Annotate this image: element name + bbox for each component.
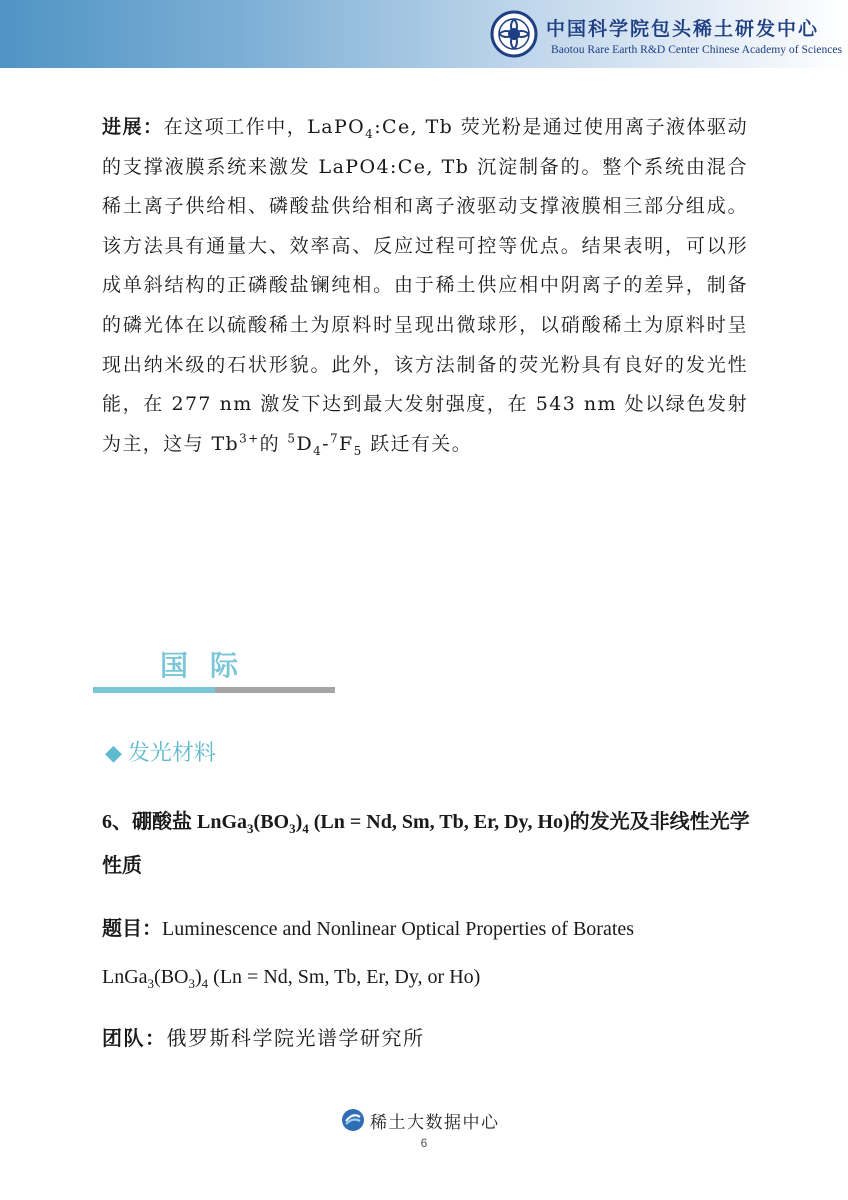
topic-text: (Ln = Nd, Sm, Tb, Er, Dy, or Ho) [208,966,481,988]
article-title-text: (Ln = Nd, Sm, Tb, Er, Dy, Ho)的发光及非线性光学性质 [102,811,750,877]
team-line [102,1022,425,1051]
topic-label: 题目： [102,916,162,940]
subscript: 3 [147,976,155,991]
team-label: 团队： [102,1026,167,1050]
topic-text: ) [195,966,202,988]
progress-text: 的 [259,432,288,455]
topic-text: Luminescence and Nonlinear Optical Properties of Borates [162,918,635,940]
progress-label: 进展： [102,116,164,138]
header-org-en: Baotou Rare Earth R&D Center Chinese Academy of Sciences [551,43,843,56]
subsection-heading [105,736,216,767]
subscript: 3 [188,976,195,991]
subscript: 3 [247,821,254,836]
subscript: 4 [302,821,309,836]
big-data-logo-icon [341,1108,365,1132]
progress-text: 跃迁有关。 [362,432,473,455]
topic-text: LnGa [102,966,148,988]
article-title [102,800,752,888]
article-title-text: 6、硼酸盐 LnGa [102,811,248,833]
progress-text: F [339,432,354,455]
topic-line [102,912,634,941]
superscript: 5 [287,431,297,446]
diamond-icon: ◆ [105,741,122,766]
article-title-text: (BO [253,811,290,833]
topic-text: (BO [154,966,189,988]
page-number: 6 [420,1136,428,1150]
progress-text: :Ce, Tb 荧光粉是通过使用离子液体驱动的支撑液膜系统来激发 LaPO4:Ce, Tb 沉淀制备的。整个系统由混合稀土离子供给相、磷酸盐供给相和离子液驱动支撑液膜相三部分组成。该方法具有通量大、效率高、反应过程可控等优点。结果表明，可以形成单斜结构的正磷酸盐镧纯相。由于稀土供应相中阴离子的差异，制备的磷光体在以硫酸稀土为原料时呈现出微球形，以硝酸稀土为原料时呈现出纳米级的石状形貌。此外，该方法制备的荧光粉具有良好的发光性能，在 277 nm 激发下达到最大发射强度，在 543 nm 处以绿色发射为主，这与 Tb [102,116,748,455]
progress-text: D [296,432,314,455]
superscript: 7 [329,431,340,446]
subscript: 5 [353,443,363,458]
section-underline-grey [215,687,335,693]
subscript: 4 [313,443,323,458]
subscript: 4 [365,126,375,141]
article-title-text: ) [295,811,303,833]
section-title: 国际 [160,649,261,682]
cas-emblem-icon [490,10,538,58]
section-underline-teal [93,687,215,693]
subscript: 4 [201,976,209,991]
header-org-cn: 中国科学院包头稀土研发中心 [546,18,820,40]
subsection-title: 发光材料 [127,741,216,766]
topic-line-2 [102,966,480,989]
progress-text: 在这项工作中，LaPO [163,116,366,138]
superscript: 3+ [239,431,260,446]
subscript: 3 [289,821,296,836]
progress-text: - [322,432,330,455]
footer-brand: 稀土大数据中心 [370,1113,500,1133]
progress-paragraph [102,108,748,464]
team-value: 俄罗斯科学院光谱学研究所 [166,1028,425,1050]
